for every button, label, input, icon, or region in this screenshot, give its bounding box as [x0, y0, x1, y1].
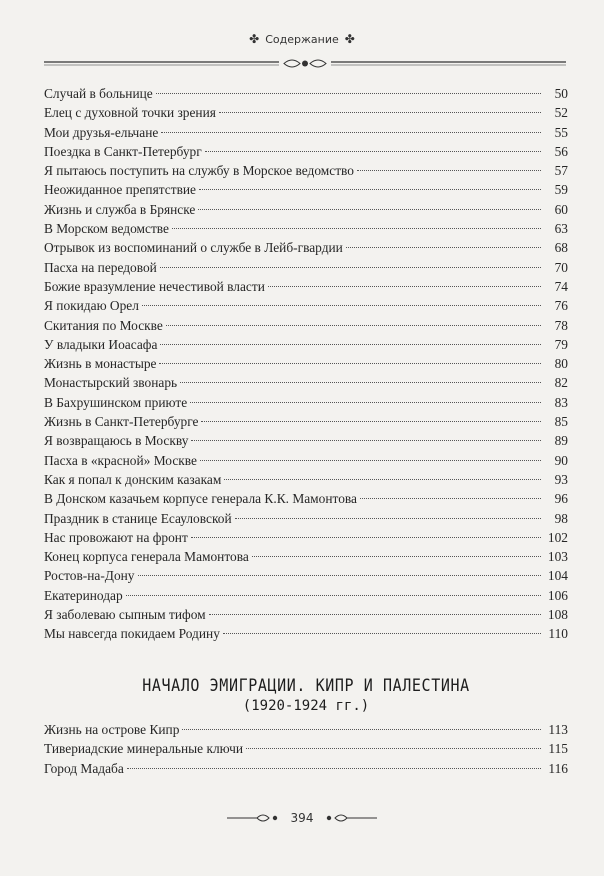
toc-entry-title: Скитания по Москве [44, 317, 163, 333]
dot-leader [138, 575, 542, 576]
toc-entry-title: У владыки Иоасафа [44, 336, 158, 352]
ornamental-rule-icon [44, 56, 566, 72]
dot-leader [223, 633, 541, 634]
toc-entry [44, 373, 568, 392]
toc-entry [44, 528, 568, 547]
toc-entry-title: Отрывок из воспоминаний о службе в Лейб-гвардии [44, 240, 343, 256]
toc-entry-title: Екатеринодар [44, 587, 123, 603]
toc-entry-title: Ростов-на-Дону [44, 568, 135, 584]
toc-entry-page: 104 [547, 568, 568, 584]
toc-entry [44, 296, 568, 315]
toc-entry [44, 142, 568, 161]
footer-ornament-right-icon [321, 812, 377, 824]
toc-list-main [44, 84, 568, 644]
toc-entry [44, 84, 568, 103]
toc-entry-page: 96 [554, 491, 568, 507]
toc-entry-title: Мы навсегда покидаем Родину [44, 626, 220, 642]
dot-leader [235, 518, 541, 519]
fleuron-left-icon: ✤ [249, 32, 260, 46]
toc-entry [44, 509, 568, 528]
dot-leader [190, 402, 541, 403]
page-footer [0, 811, 604, 825]
toc-entry-page: 116 [548, 760, 568, 776]
toc-entry-title: В Морском ведомстве [44, 221, 169, 237]
toc-entry-title: Праздник в станице Есауловской [44, 510, 232, 526]
fleuron-right-icon: ✤ [344, 32, 355, 46]
toc-entry-page: 98 [554, 510, 568, 526]
toc-entry [44, 123, 568, 142]
toc-entry-page: 68 [554, 240, 568, 256]
toc-entry-page: 70 [554, 259, 568, 275]
toc-entry-page: 106 [547, 587, 568, 603]
dot-leader [252, 556, 541, 557]
dot-leader [159, 363, 541, 364]
toc-entry-page: 89 [554, 433, 568, 449]
dot-leader [219, 112, 541, 113]
toc-entry-page: 63 [554, 221, 568, 237]
toc-entry-title: Город Мадаба [44, 760, 124, 776]
toc-entry [44, 451, 568, 470]
toc-entry-page: 56 [554, 143, 568, 159]
toc-entry [44, 258, 568, 277]
toc-entry-title: Нас провожают на фронт [44, 529, 188, 545]
toc-entry [44, 219, 568, 238]
toc-entry-title: Тивериадские минеральные ключи [44, 741, 244, 757]
toc-entry-page: 78 [554, 317, 568, 333]
toc-entry-title: Случай в больнице [44, 86, 153, 101]
page-number: 394 [290, 811, 314, 825]
toc-entry-page: 85 [554, 414, 568, 430]
toc-entry [44, 624, 568, 643]
toc-entry-title: Неожиданное препятствие [44, 182, 197, 198]
toc-entry [44, 547, 568, 566]
dot-leader [346, 247, 541, 248]
toc-entry-page: 115 [548, 741, 568, 757]
footer-ornament-left-icon [227, 812, 283, 824]
toc-entry [44, 161, 568, 180]
toc-entry-page: 83 [554, 394, 568, 410]
toc-entry-title: Как я попал к донским казакам [44, 471, 222, 487]
section-heading [44, 675, 568, 717]
dot-leader [209, 614, 541, 615]
dot-leader [166, 325, 541, 326]
dot-leader [268, 286, 541, 287]
toc-entry-page: 79 [554, 336, 568, 352]
toc-entry [44, 586, 568, 605]
toc-entry-title: В Бахрушинском приюте [44, 394, 188, 410]
toc-entry-title: Мои друзья-ельчане [44, 124, 159, 140]
toc-entry-title: Жизнь на острове Кипр [44, 722, 180, 737]
toc-entry [44, 316, 568, 335]
toc-entry-title: Я покидаю Орел [44, 298, 139, 314]
dot-leader [191, 537, 541, 538]
dot-leader [172, 228, 541, 229]
toc-entry-page: 50 [554, 86, 568, 101]
dot-leader [224, 479, 541, 480]
toc-entry-page: 52 [554, 105, 568, 121]
toc-entry-page: 57 [554, 163, 568, 179]
toc-entry [44, 759, 568, 778]
dot-leader [205, 151, 541, 152]
dot-leader [246, 748, 541, 749]
dot-leader [156, 93, 541, 94]
toc-entry-title: Я заболеваю сыпным тифом [44, 607, 206, 623]
dot-leader [200, 460, 541, 461]
toc-entry-page: 90 [554, 452, 568, 468]
toc-entry [44, 412, 568, 431]
dot-leader [180, 382, 541, 383]
toc-entry-title: Елец с духовной точки зрения [44, 105, 216, 121]
toc-entry [44, 470, 568, 489]
toc-entry-title: Жизнь в монастыре [44, 356, 157, 372]
toc-entry-page: 110 [548, 626, 568, 642]
toc-entry-title: Я пытаюсь поступить на службу в Морское ведомство [44, 163, 354, 179]
section-years: (1920-1924 гг.) [242, 698, 370, 714]
dot-leader [191, 440, 541, 441]
toc-entry [44, 489, 568, 508]
toc-entry-title: Я возвращаюсь в Москву [44, 433, 189, 449]
dot-leader [357, 170, 541, 171]
toc-entry [44, 393, 568, 412]
dot-leader [160, 267, 541, 268]
toc-entry-title: Жизнь в Санкт-Петербурге [44, 414, 199, 430]
toc-entry [44, 335, 568, 354]
toc-entry [44, 605, 568, 624]
toc-entry [44, 180, 568, 199]
toc-entry [44, 103, 568, 122]
toc-entry [44, 739, 568, 758]
toc-entry-page: 108 [547, 607, 568, 623]
toc-entry [44, 238, 568, 257]
toc-entry-title: Пасха в «красной» Москве [44, 452, 197, 468]
toc-entry-page: 82 [554, 375, 568, 391]
dot-leader [160, 344, 541, 345]
dot-leader [182, 729, 541, 730]
toc-entry-page: 60 [554, 201, 568, 217]
toc-entry [44, 720, 568, 739]
toc-entry-title: Божие вразумление нечестивой власти [44, 278, 265, 294]
toc-entry-title: Монастырский звонарь [44, 375, 178, 391]
toc-entry-page: 74 [554, 278, 568, 294]
toc-entry-page: 103 [547, 549, 568, 565]
toc-entry-title: Поездка в Санкт-Петербург [44, 143, 202, 159]
section-title: НАЧАЛО ЭМИГРАЦИИ. КИПР И ПАЛЕСТИНА [142, 674, 470, 696]
toc-entry-page: 76 [554, 298, 568, 314]
toc-entry-title: Жизнь и служба в Брянске [44, 201, 196, 217]
toc-list-section [44, 720, 568, 778]
dot-leader [126, 595, 541, 596]
toc-entry-title: Пасха на передовой [44, 259, 157, 275]
running-header [0, 32, 604, 46]
dot-leader [360, 498, 541, 499]
toc-entry [44, 566, 568, 585]
dot-leader [142, 305, 541, 306]
toc-entry-title: Конец корпуса генерала Мамонтова [44, 549, 249, 565]
toc-entry-title: В Донском казачьем корпусе генерала К.К. Мамонтова [44, 491, 357, 507]
dot-leader [201, 421, 541, 422]
dot-leader [198, 209, 541, 210]
toc-entry [44, 431, 568, 450]
running-header-title: Содержание [265, 32, 339, 46]
toc-entry-page: 59 [554, 182, 568, 198]
toc-entry [44, 354, 568, 373]
toc-entry-page: 93 [554, 471, 568, 487]
dot-leader [127, 768, 541, 769]
toc-entry-page: 102 [547, 529, 568, 545]
dot-leader [161, 132, 541, 133]
dot-leader [199, 189, 541, 190]
toc-entry-page: 55 [554, 124, 568, 140]
toc-entry-page: 113 [548, 722, 568, 737]
toc-entry [44, 277, 568, 296]
toc-entry [44, 200, 568, 219]
toc-entry-page: 80 [554, 356, 568, 372]
